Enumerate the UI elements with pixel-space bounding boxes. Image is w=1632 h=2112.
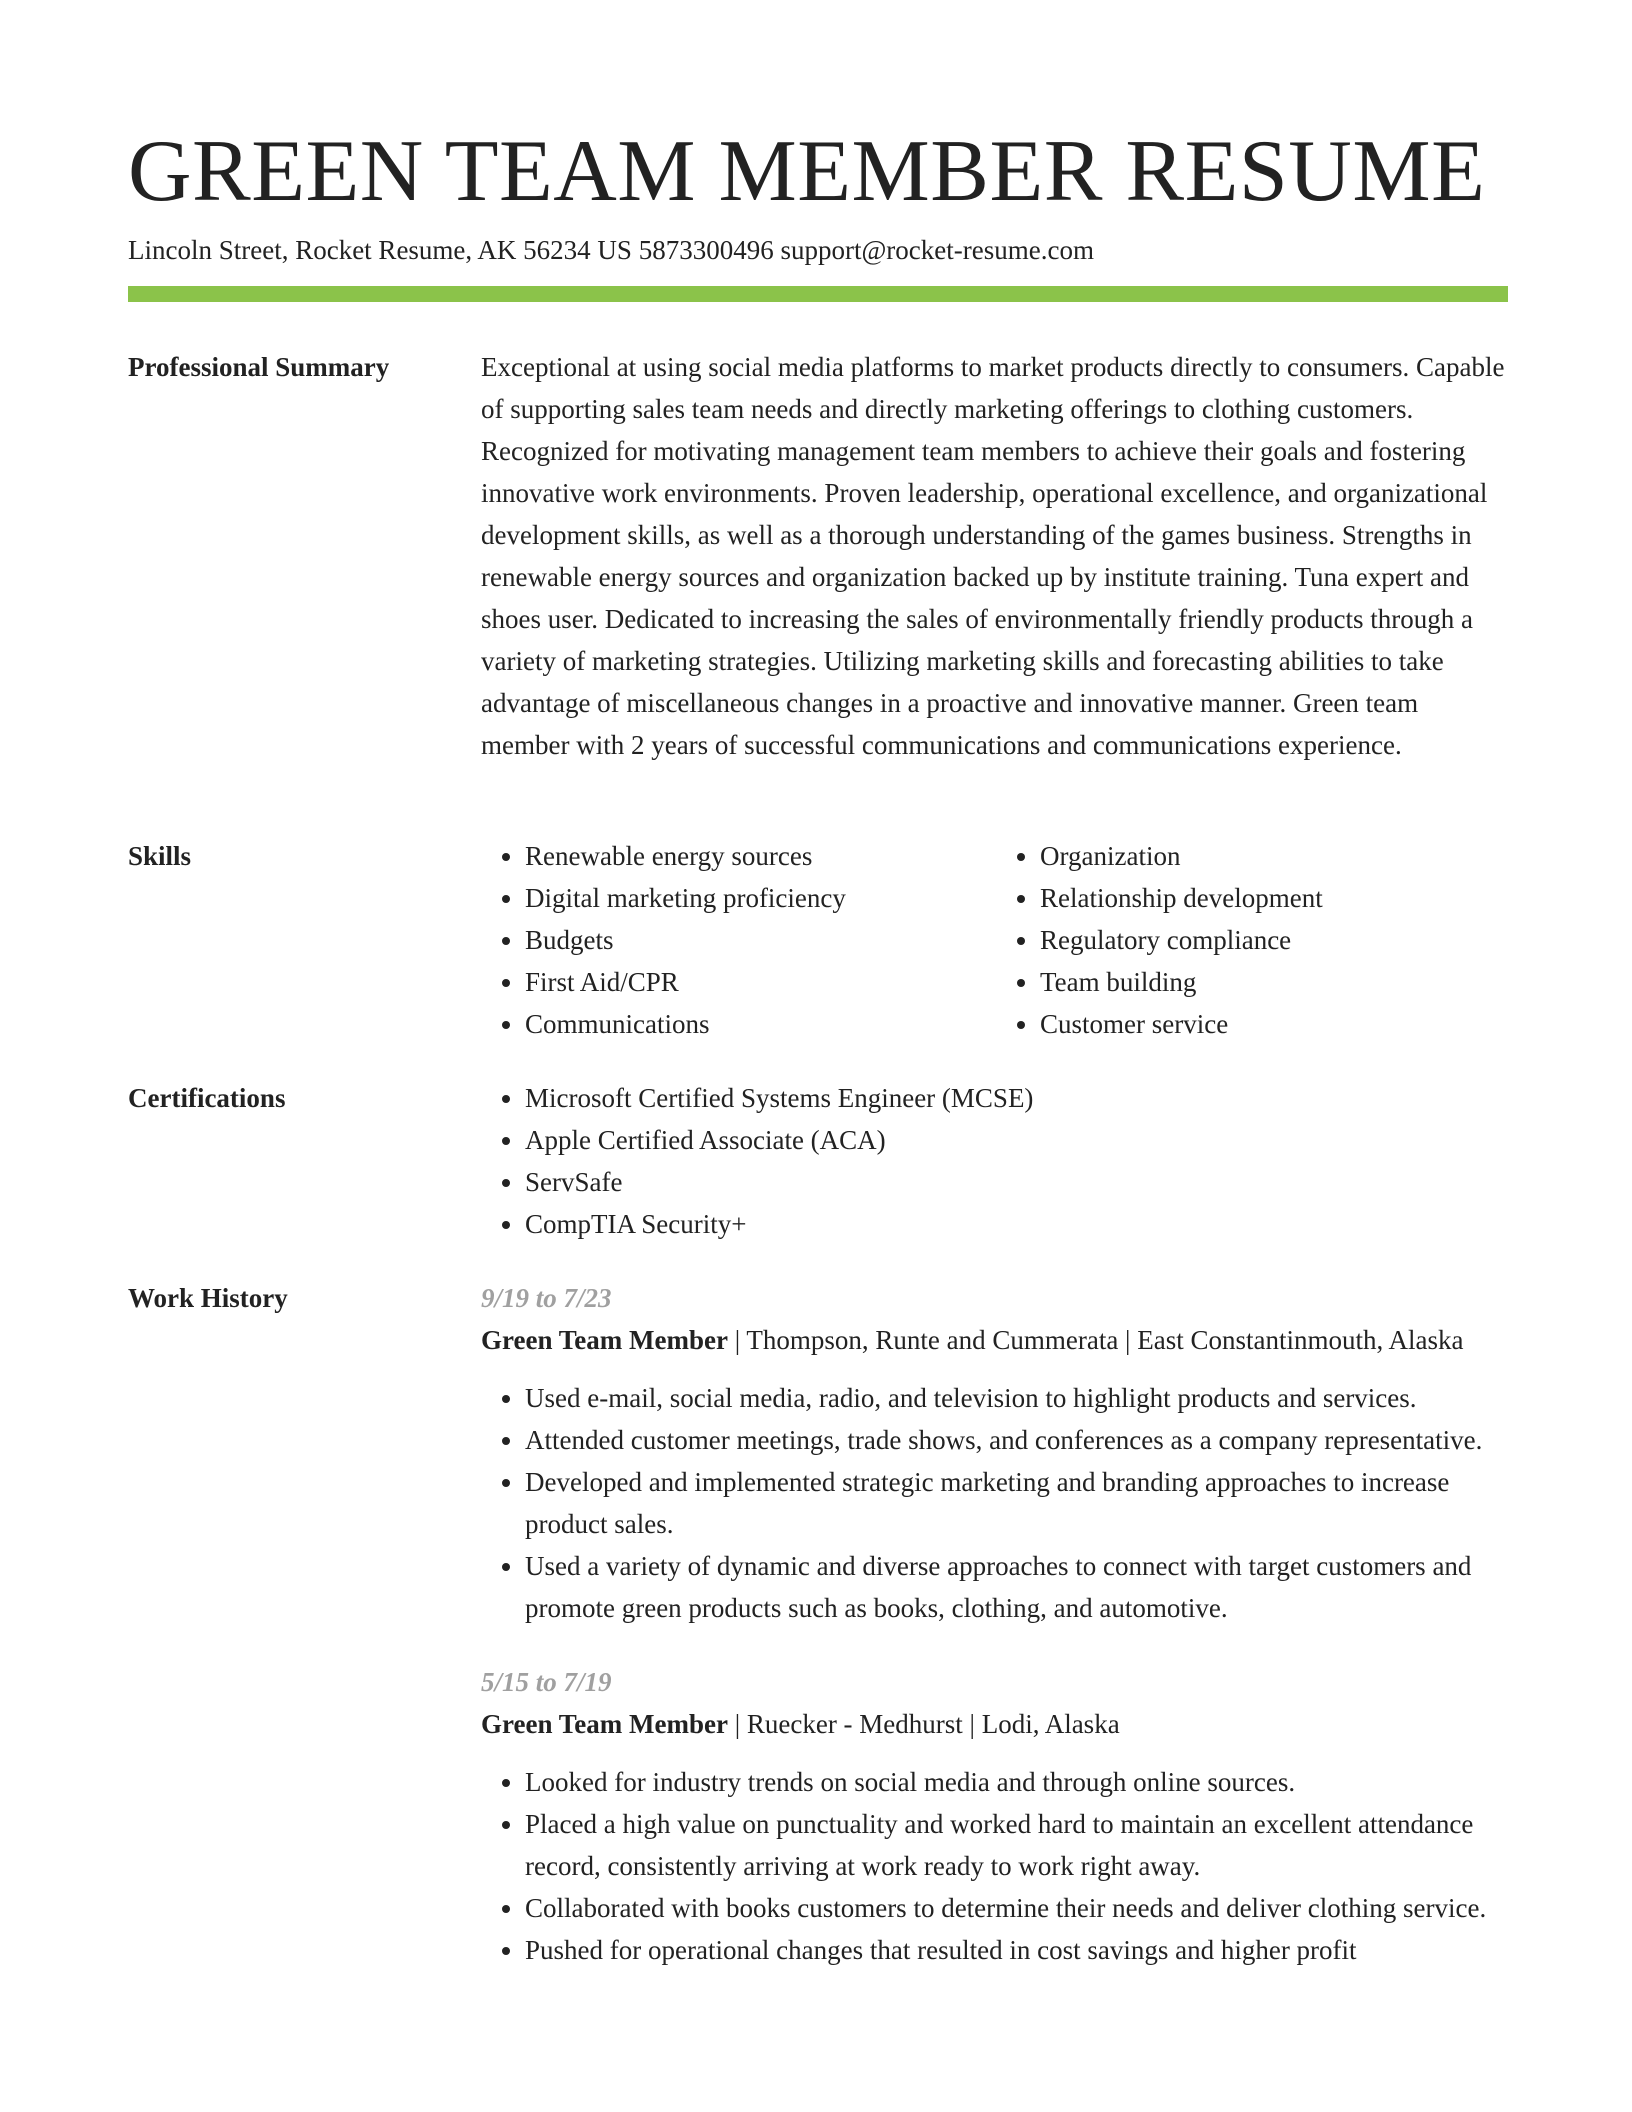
skill-item: • Budgets xyxy=(525,919,996,961)
skill-item: • Regulatory compliance xyxy=(1040,919,1511,961)
skill-item: • Renewable energy sources xyxy=(525,835,996,877)
certification-item: • ServSafe xyxy=(525,1161,1511,1203)
job-bullet: • Pushed for operational changes that resulted in cost savings and higher profit xyxy=(525,1929,1511,1971)
skill-item: • Customer service xyxy=(1040,1003,1511,1045)
certifications-heading: Certifications xyxy=(128,1083,286,1113)
skills-list-left xyxy=(481,835,996,1045)
job-date: 5/15 to 7/19 xyxy=(481,1667,612,1697)
job-entry xyxy=(481,1277,1511,1629)
job-entry xyxy=(481,1661,1511,1971)
certification-item: • Microsoft Certified Systems Engineer (MCSE) xyxy=(525,1077,1511,1119)
skill-item: • Communications xyxy=(525,1003,996,1045)
resume-title: GREEN TEAM MEMBER RESUME xyxy=(128,123,1486,220)
contact-line: Lincoln Street, Rocket Resume, AK 56234 US 5873300496 support@rocket-resume.com xyxy=(128,235,1094,265)
job-title: Green Team Member xyxy=(481,1325,728,1355)
skills-body xyxy=(481,835,1511,1045)
job-bullet: • Used e-mail, social media, radio, and television to highlight products and services. xyxy=(525,1377,1511,1419)
work-heading: Work History xyxy=(128,1283,288,1313)
job-bullet: • Attended customer meetings, trade shows, and conferences as a company representative. xyxy=(525,1419,1511,1461)
certifications-list xyxy=(481,1077,1511,1245)
summary-heading: Professional Summary xyxy=(128,352,390,382)
skill-item: • Digital marketing proficiency xyxy=(525,877,996,919)
job-bullets xyxy=(481,1377,1511,1629)
job-header xyxy=(481,1319,1511,1361)
job-title: Green Team Member xyxy=(481,1709,728,1739)
job-details: | Thompson, Runte and Cummerata | East Constantinmouth, Alaska xyxy=(727,1325,1464,1355)
job-date: 9/19 to 7/23 xyxy=(481,1283,612,1313)
job-bullet: • Placed a high value on punctuality and worked hard to maintain an excellent attendance record, consistently arriving at work ready to work right away. xyxy=(525,1803,1511,1887)
skill-item: • Organization xyxy=(1040,835,1511,877)
certification-item: • Apple Certified Associate (ACA) xyxy=(525,1119,1511,1161)
job-details: | Ruecker - Medhurst | Lodi, Alaska xyxy=(727,1709,1120,1739)
skill-item: • Team building xyxy=(1040,961,1511,1003)
skills-heading: Skills xyxy=(128,841,192,871)
job-header xyxy=(481,1703,1511,1745)
accent-divider xyxy=(128,286,1508,302)
summary-text: Exceptional at using social media platforms to market products directly to consumers. Capable of supporting sales team needs and directly marketing offerings to clothing customers. Recognized for motivating management team members to achieve their goals and fostering innovative work environments. Proven leadership, operational excellence, and organizational development skills, as well as a thorough understanding of the games business. Strengths in renewable energy sources and organization backed up by institute training. Tuna expert and shoes user. Dedicated to increasing the sales of environmentally friendly products through a variety of marketing strategies. Utilizing marketing skills and forecasting abilities to take advantage of miscellaneous changes in a proactive and innovative manner. Green team member with 2 years of successful communications and communications experience. xyxy=(481,352,1505,760)
job-bullet: • Developed and implemented strategic marketing and branding approaches to increase product sales. xyxy=(525,1461,1511,1545)
skill-item: • Relationship development xyxy=(1040,877,1511,919)
summary-body xyxy=(481,346,1511,766)
job-bullet: • Looked for industry trends on social media and through online sources. xyxy=(525,1761,1511,1803)
skill-item: • First Aid/CPR xyxy=(525,961,996,1003)
job-bullet: • Collaborated with books customers to determine their needs and deliver clothing service. xyxy=(525,1887,1511,1929)
job-bullet: • Used a variety of dynamic and diverse approaches to connect with target customers and promote green products such as books, clothing, and automotive. xyxy=(525,1545,1511,1629)
certifications-body xyxy=(481,1077,1511,1245)
job-bullets xyxy=(481,1761,1511,1971)
skills-list-right xyxy=(996,835,1511,1045)
work-body xyxy=(481,1277,1511,1971)
certification-item: • CompTIA Security+ xyxy=(525,1203,1511,1245)
